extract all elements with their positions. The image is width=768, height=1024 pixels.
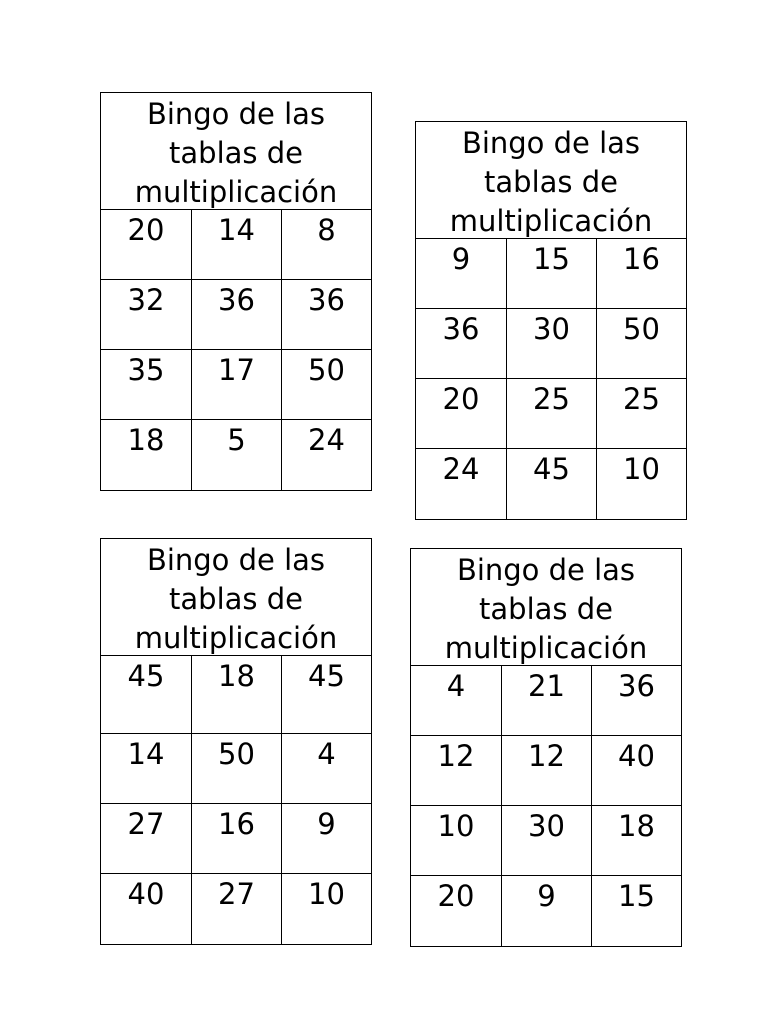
bingo-cell: 10: [308, 877, 345, 911]
bingo-cell: 50: [282, 350, 371, 420]
card-title: Bingo de las tablas de multiplicación: [101, 93, 371, 210]
bingo-cell: 18: [192, 656, 282, 734]
bingo-cell: 4: [282, 734, 371, 804]
bingo-cell: 17: [192, 350, 282, 420]
bingo-card-1: [100, 92, 372, 491]
bingo-cell: 30: [502, 806, 592, 876]
bingo-cell: 16: [192, 804, 282, 874]
bingo-cell: 27: [192, 874, 282, 944]
bingo-cell: 50: [192, 734, 282, 804]
bingo-cell: 45: [101, 656, 192, 734]
bingo-cell: 45: [507, 449, 597, 519]
bingo-card-2: [415, 121, 687, 520]
bingo-cell: 36: [592, 666, 681, 736]
bingo-cell: 36: [416, 309, 507, 379]
bingo-cell: 15: [507, 239, 597, 309]
bingo-cell: 15: [618, 879, 655, 913]
bingo-cell: 5: [192, 420, 282, 490]
bingo-card-3: [100, 538, 372, 945]
bingo-cell: 10: [623, 452, 660, 486]
bingo-cell: 12: [502, 736, 592, 806]
bingo-cell: 4: [411, 666, 502, 736]
bingo-cell: 36: [282, 280, 371, 350]
bingo-cell: 20: [411, 876, 502, 946]
bingo-cell: 14: [192, 210, 282, 280]
bingo-cell: 32: [101, 280, 192, 350]
bingo-cell: 45: [282, 656, 371, 734]
bingo-cell: 25: [597, 379, 686, 449]
bingo-grid: [101, 656, 371, 944]
bingo-cell: 24: [308, 423, 345, 457]
bingo-grid: [101, 210, 371, 490]
bingo-cell: 10: [411, 806, 502, 876]
bingo-cell: 18: [592, 806, 681, 876]
bingo-cell: 50: [597, 309, 686, 379]
bingo-cell: 21: [502, 666, 592, 736]
bingo-cell: 36: [192, 280, 282, 350]
card-title: Bingo de las tablas de multiplicación: [101, 539, 371, 656]
bingo-cell: 8: [282, 210, 371, 280]
bingo-cell: 9: [282, 804, 371, 874]
bingo-cell: 16: [597, 239, 686, 309]
bingo-cell: 30: [507, 309, 597, 379]
bingo-cell: 27: [101, 804, 192, 874]
bingo-cell: 20: [101, 210, 192, 280]
bingo-cell: 40: [101, 874, 192, 944]
bingo-grid: [411, 666, 681, 946]
card-title: Bingo de las tablas de multiplicación: [411, 549, 681, 666]
bingo-cell: 20: [416, 379, 507, 449]
bingo-grid: [416, 239, 686, 519]
bingo-cell: 35: [101, 350, 192, 420]
bingo-cell: 9: [416, 239, 507, 309]
bingo-card-4: [410, 548, 682, 947]
bingo-cell: 25: [507, 379, 597, 449]
bingo-cell: 12: [411, 736, 502, 806]
bingo-cell: 18: [101, 420, 192, 490]
bingo-cell: 40: [592, 736, 681, 806]
card-title: Bingo de las tablas de multiplicación: [416, 122, 686, 239]
bingo-cell: 24: [416, 449, 507, 519]
bingo-cell: 9: [502, 876, 592, 946]
bingo-cell: 14: [101, 734, 192, 804]
